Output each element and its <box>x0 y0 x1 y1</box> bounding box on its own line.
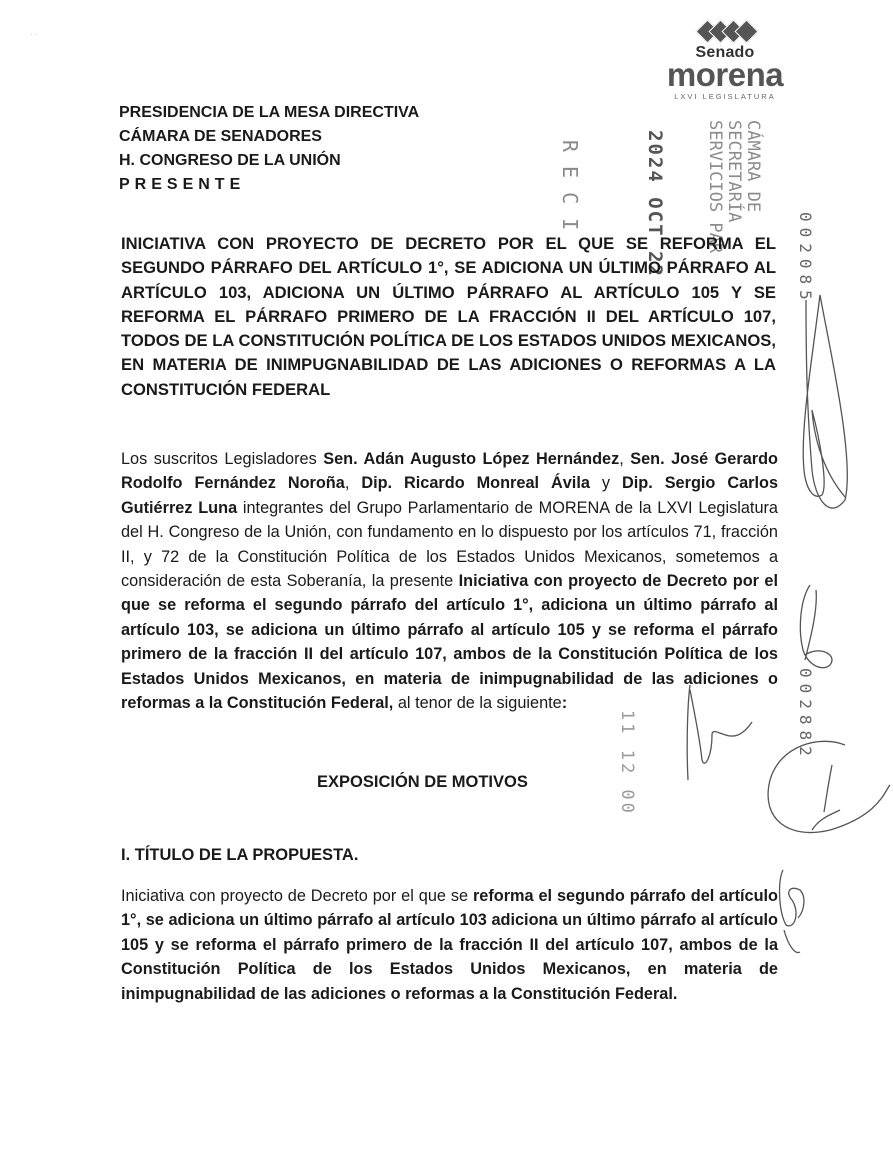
received-stamp: RECI <box>558 140 582 245</box>
scan-specks: · · <box>30 30 38 39</box>
text: Iniciativa con proyecto de Decreto por el que se <box>121 887 473 905</box>
subsection-heading: I. TÍTULO DE LA PROPUESTA. <box>121 846 359 864</box>
folio-number-top: 002085 <box>796 212 815 306</box>
intro-paragraph <box>121 447 778 715</box>
text: , <box>344 474 362 493</box>
legislator-name: Sen. Adán Augusto López Hernández <box>323 450 620 468</box>
time-stamp: 11 12 00 <box>617 710 637 816</box>
signature-circle-tick <box>824 765 832 812</box>
text: Los suscritos Legisladores <box>121 450 324 468</box>
initiative-reference: Iniciativa con proyecto de Decreto por el que se reforma el segundo párrafo del artículo 1°, adiciona un último párrafo al artículo 103, se adiciona un último párrafo al artículo 105 y se reforma el párrafo primero de la fracción II del artículo 107, ambos de la Constitución Política de los Estados Unidos Mexicanos, en materia de inimpugnabilidad de las adiciones o reformas a la Constitución Federal, <box>121 572 778 713</box>
text: al tenor de la siguiente <box>393 694 562 713</box>
text: integrantes del Grupo Parlamentario de MORENA de la LXVI Legislatura del H. Congreso de la Unión, con fundamento en lo dispuesto por los artículos 71, fracción II, y 72 de la Constitución Política de los Estados Unidos Mexicanos, sometemos a consideración de esta Soberanía, la presente <box>121 498 778 591</box>
addressee-line: H. CONGRESO DE LA UNIÓN <box>119 152 341 169</box>
signature-circle <box>768 741 890 832</box>
text: : <box>561 694 568 713</box>
signature-stroke-middle <box>805 590 816 660</box>
date-stamp: 2024 OCT 22 <box>644 130 666 278</box>
signature-stroke-top-right <box>803 295 847 508</box>
initiative-title: INICIATIVA CON PROYECTO DE DECRETO POR EL QUE SE REFORMA EL SEGUNDO PÁRRAFO DEL ARTÍCULO 1°, SE ADICIONA UN ÚLTIMO PÁRRAFO AL ARTÍCULO 103, ADICIONA UN ÚLTIMO PÁRRAFO AL ARTÍCULO 105 Y SE REFORMA EL PÁRRAFO PRIMERO DE LA FRACCIÓN II DEL ARTÍCULO 107, TODOS DE LA CONSTITUCIÓN POLÍTICA DE LOS ESTADOS UNIDOS MEXICANOS, EN MATERIA DE INIMPUGNABILIDAD DE LAS ADICIONES O REFORMAS A LA CONSTITUCIÓN FEDERAL <box>121 234 776 399</box>
proposal-bold-text: reforma el segundo párrafo del artículo 1°, se adiciona un último párrafo al artículo 103 adiciona un último párrafo al artículo 105 y se reforma el párrafo primero de la fracción II del artículo 107, ambos de la Constitución Política de los Estados Unidos Mexicanos, en materia de inimpugnabilidad de las adiciones o reformas a la Constitución Federal. <box>121 887 778 1003</box>
section-heading: EXPOSICIÓN DE MOTIVOS <box>317 773 528 791</box>
org-stamp-line: SECRETARÍA <box>724 120 744 223</box>
org-stamp-line: CÁMARA DE <box>743 120 763 213</box>
legislator-name: Dip. Sergio Carlos Gutiérrez Luna <box>121 474 778 517</box>
logo-legislatura-text: LXVI LEGISLATURA <box>674 92 776 101</box>
addressee-block <box>119 101 419 197</box>
text: , <box>619 450 631 468</box>
proposal-paragraph <box>121 884 778 1006</box>
logo-morena-text: morena <box>666 56 784 93</box>
logo-senado-text: Senado <box>695 44 755 61</box>
diamonds-logo-icon <box>659 20 795 42</box>
addressee-line: PRESENTE <box>119 176 246 193</box>
folio-number-bottom: 002882 <box>796 668 815 762</box>
addressee-line: CÁMARA DE SENADORES <box>119 128 322 145</box>
signature-stroke-middle <box>800 585 832 668</box>
initials-lower-right <box>780 870 804 953</box>
text: y <box>589 474 622 493</box>
legislator-name: Dip. Ricardo Monreal Ávila <box>361 474 590 493</box>
addressee-line: PRESIDENCIA DE LA MESA DIRECTIVA <box>119 104 420 121</box>
senado-morena-logo <box>655 20 795 100</box>
org-stamp-line: SERVICIOS PAR <box>705 120 725 254</box>
legislator-name: Sen. José Gerardo Rodolfo Fernández Noroña <box>121 450 778 493</box>
